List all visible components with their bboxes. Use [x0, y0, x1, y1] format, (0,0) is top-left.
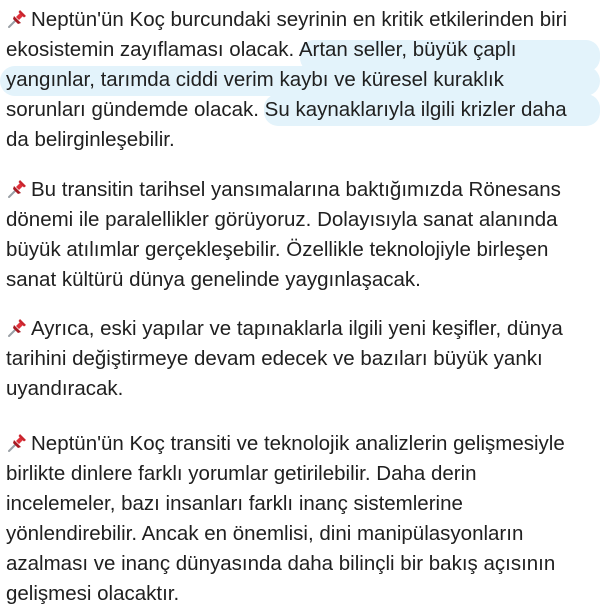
- text-line: birlikte dinlere farklı yorumlar getirilebilir. Daha derin: [6, 462, 477, 485]
- text-line: yönlendirebilir. Ancak en önemlisi, dini manipülasyonların: [6, 522, 524, 545]
- text-line-content: Bu transitin tarihsel yansımalarına baktığımızda Rönesans: [31, 178, 561, 201]
- text-line: uyandıracak.: [6, 377, 124, 400]
- text-line: [6, 5, 596, 35]
- paragraph-3: [6, 314, 596, 404]
- text-line: yangınlar, tarımda ciddi verim kaybı ve küresel kuraklık: [6, 68, 504, 91]
- text-line-content: Ayrıca, eski yapılar ve tapınaklarla ilgili yeni keşifler, dünya: [31, 317, 563, 340]
- text-line: [6, 429, 596, 459]
- text-line: azalması ve inanç dünyasında daha bilinçli bir bakış açısının: [6, 552, 556, 575]
- text-line: tarihini değiştirmeye devam edecek ve bazıları büyük yankı: [6, 347, 543, 370]
- pushpin-icon: [6, 7, 30, 29]
- text-line: sanat kültürü dünya genelinde yaygınlaşacak.: [6, 268, 421, 291]
- text-line: sorunları gündemde olacak. Su kaynaklarıyla ilgili krizler daha: [6, 98, 567, 121]
- text-line: dönemi ile paralellikler görüyoruz. Dolayısıyla sanat alanında: [6, 208, 558, 231]
- paragraph-1: [6, 5, 596, 155]
- pushpin-icon: [6, 431, 30, 453]
- pushpin-icon: [6, 316, 30, 338]
- paragraph-4: [6, 429, 596, 609]
- text-line: [6, 314, 596, 344]
- text-line: ekosistemin zayıflaması olacak. Artan seller, büyük çaplı: [6, 38, 517, 61]
- text-line: [6, 175, 596, 205]
- text-line-content: Neptün'ün Koç transiti ve teknolojik analizlerin gelişmesiyle: [31, 432, 565, 455]
- pushpin-icon: [6, 177, 30, 199]
- text-line: büyük atılımlar gerçekleşebilir. Özellikle teknolojiyle birleşen: [6, 238, 549, 261]
- text-line: incelemeler, bazı insanları farklı inanç sistemlerine: [6, 492, 463, 515]
- paragraph-2: [6, 175, 596, 295]
- text-line-content: Neptün'ün Koç burcundaki seyrinin en kritik etkilerinden biri: [31, 8, 568, 31]
- text-line: gelişmesi olacaktır.: [6, 582, 180, 605]
- text-line: da belirginleşebilir.: [6, 128, 175, 151]
